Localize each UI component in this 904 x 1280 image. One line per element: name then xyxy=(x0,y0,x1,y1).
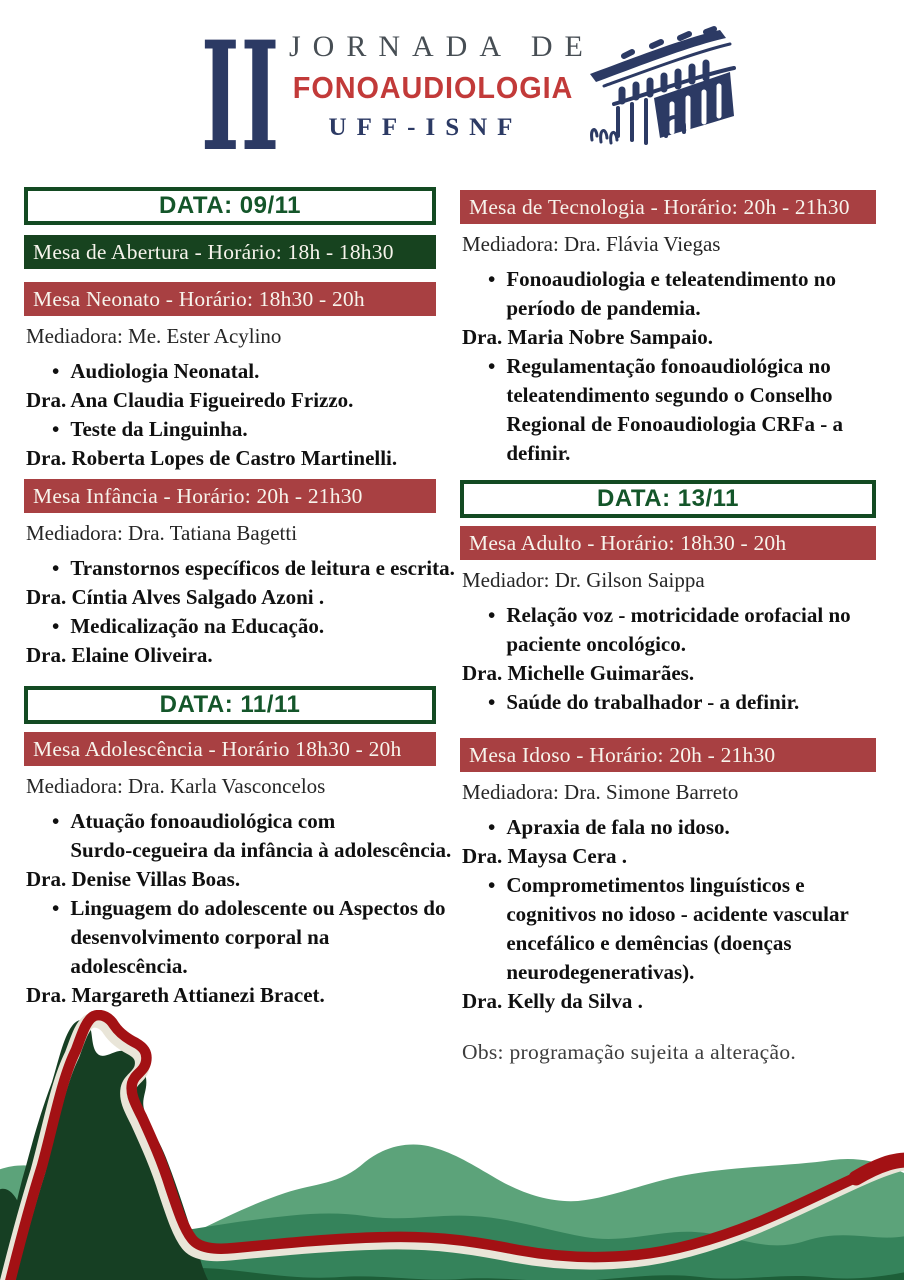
topic-bullet-item xyxy=(488,871,876,987)
program-column-left xyxy=(24,187,455,1010)
topic-bullet-item xyxy=(488,813,876,842)
bullet-icon: • xyxy=(52,896,60,920)
topic-line: Comprometimentos linguísticos e xyxy=(506,873,805,897)
topic-bullet-item xyxy=(52,894,446,981)
speaker-line: Dra. Kelly da Silva . xyxy=(462,989,643,1013)
bullet-icon: • xyxy=(488,690,496,714)
mediator-line: Mediadora: Me. Ester Acylino xyxy=(26,324,282,348)
topic-bullet-item xyxy=(52,807,452,865)
topic-line: desenvolvimento corporal na xyxy=(70,925,330,949)
topic-line: adolescência. xyxy=(70,954,188,978)
logo-title-line2: FONOAUDIOLOGIA xyxy=(292,70,574,105)
topic-line: teleatendimento segundo o Conselho xyxy=(506,383,833,407)
logo-title-block xyxy=(283,30,595,142)
date-header-09-11 xyxy=(24,187,436,225)
topic-bullet-item xyxy=(488,601,876,659)
date-header-11-11 xyxy=(24,686,436,724)
mediator-line: Mediadora: Dra. Flávia Viegas xyxy=(462,232,721,256)
bullet-icon: • xyxy=(488,603,496,627)
topic-bullet-item xyxy=(488,352,876,468)
program-column-right xyxy=(460,190,876,1065)
bullet-icon: • xyxy=(52,556,60,580)
mediator-line: Mediadora: Dra. Tatiana Bagetti xyxy=(26,521,298,545)
topic-bullet-item xyxy=(488,688,876,717)
date-header-label: DATA: 09/11 xyxy=(159,192,301,219)
topic-line: Transtornos específicos de leitura e escrita. xyxy=(70,556,455,580)
session-bar-abertura: Mesa de Abertura - Horário: 18h - 18h30 xyxy=(24,235,436,269)
bullet-icon: • xyxy=(488,267,496,291)
topic-line: Relação voz - motricidade orofacial no xyxy=(506,603,851,627)
topic-line: Teste da Linguinha. xyxy=(70,417,248,441)
mediator-line: Mediadora: Dra. Simone Barreto xyxy=(462,780,739,804)
date-header-label: DATA: 13/11 xyxy=(597,485,739,512)
topic-line: Fonoaudiologia e teleatendimento no xyxy=(506,267,836,291)
session-bar-tecnologia: Mesa de Tecnologia - Horário: 20h - 21h30 xyxy=(460,190,876,224)
session-bar-infancia: Mesa Infância - Horário: 20h - 21h30 xyxy=(24,479,436,513)
session-bar-adulto: Mesa Adulto - Horário: 18h30 - 20h xyxy=(460,526,876,560)
topic-bullet-item xyxy=(52,554,455,583)
topic-bullet-item xyxy=(52,612,436,641)
topic-line: Apraxia de fala no idoso. xyxy=(506,815,730,839)
speaker-line: Dra. Michelle Guimarães. xyxy=(462,661,695,685)
speaker-line: Dra. Maysa Cera . xyxy=(462,844,628,868)
topic-line: paciente oncológico. xyxy=(506,632,686,656)
logo-title-line3: UFF-ISNF xyxy=(328,114,523,141)
session-bar-neonato: Mesa Neonato - Horário: 18h30 - 20h xyxy=(24,282,436,316)
topic-line: Medicalização na Educação. xyxy=(70,614,325,638)
topic-line: Saúde do trabalhador - a definir. xyxy=(506,690,800,714)
topic-line: Linguagem do adolescente ou Aspectos do xyxy=(70,896,446,920)
session-bar-adolescencia: Mesa Adolescência - Horário 18h30 - 20h xyxy=(24,732,436,766)
topic-bullet-item xyxy=(52,415,436,444)
mediator-line: Mediadora: Dra. Karla Vasconcelos xyxy=(26,774,326,798)
speaker-line: Dra. Ana Claudia Figueiredo Frizzo. xyxy=(26,388,354,412)
bullet-icon: • xyxy=(52,359,60,383)
mediator-line: Mediador: Dr. Gilson Saippa xyxy=(462,568,705,592)
bullet-icon: • xyxy=(488,873,496,897)
logo-title-line1: JORNADA DE xyxy=(289,30,595,63)
speaker-line: Dra. Denise Villas Boas. xyxy=(26,867,241,891)
topic-line: Regional de Fonoaudiologia CRFa - a xyxy=(506,412,843,436)
session-bar-idoso: Mesa Idoso - Horário: 20h - 21h30 xyxy=(460,738,876,772)
date-header-13-11 xyxy=(460,480,876,518)
bullet-icon: • xyxy=(52,809,60,833)
topic-bullet-item xyxy=(488,265,876,323)
topic-line: Surdo-cegueira da infância à adolescência. xyxy=(70,838,452,862)
topic-line: neurodegenerativas). xyxy=(506,960,695,984)
topic-line: Regulamentação fonoaudiológica no xyxy=(506,354,831,378)
speaker-line: Dra. Elaine Oliveira. xyxy=(26,643,213,667)
bullet-icon: • xyxy=(52,417,60,441)
speaker-line: Dra. Margareth Attianezi Bracet. xyxy=(26,983,325,1007)
bullet-icon: • xyxy=(488,354,496,378)
speaker-line: Dra. Maria Nobre Sampaio. xyxy=(462,325,714,349)
speaker-line: Dra. Roberta Lopes de Castro Martinelli. xyxy=(26,446,398,470)
edition-roman-numeral: II xyxy=(201,9,281,185)
topic-line: encefálico e demências (doenças xyxy=(506,931,792,955)
bullet-icon: • xyxy=(488,815,496,839)
date-header-label: DATA: 11/11 xyxy=(159,691,301,718)
bullet-icon: • xyxy=(52,614,60,638)
mountain-road-illustration xyxy=(0,1010,904,1280)
topic-bullet-item xyxy=(52,357,436,386)
program-disclaimer-note: Obs: programação sujeita a alteração. xyxy=(462,1040,797,1064)
topic-line: Audiologia Neonatal. xyxy=(70,359,260,383)
topic-line: cognitivos no idoso - acidente vascular xyxy=(506,902,849,926)
topic-line: definir. xyxy=(506,441,571,465)
speaker-line: Dra. Cíntia Alves Salgado Azoni . xyxy=(26,585,325,609)
topic-line: Atuação fonoaudiológica com xyxy=(70,809,336,833)
building-illustration-icon xyxy=(588,24,740,148)
topic-line: período de pandemia. xyxy=(506,296,701,320)
